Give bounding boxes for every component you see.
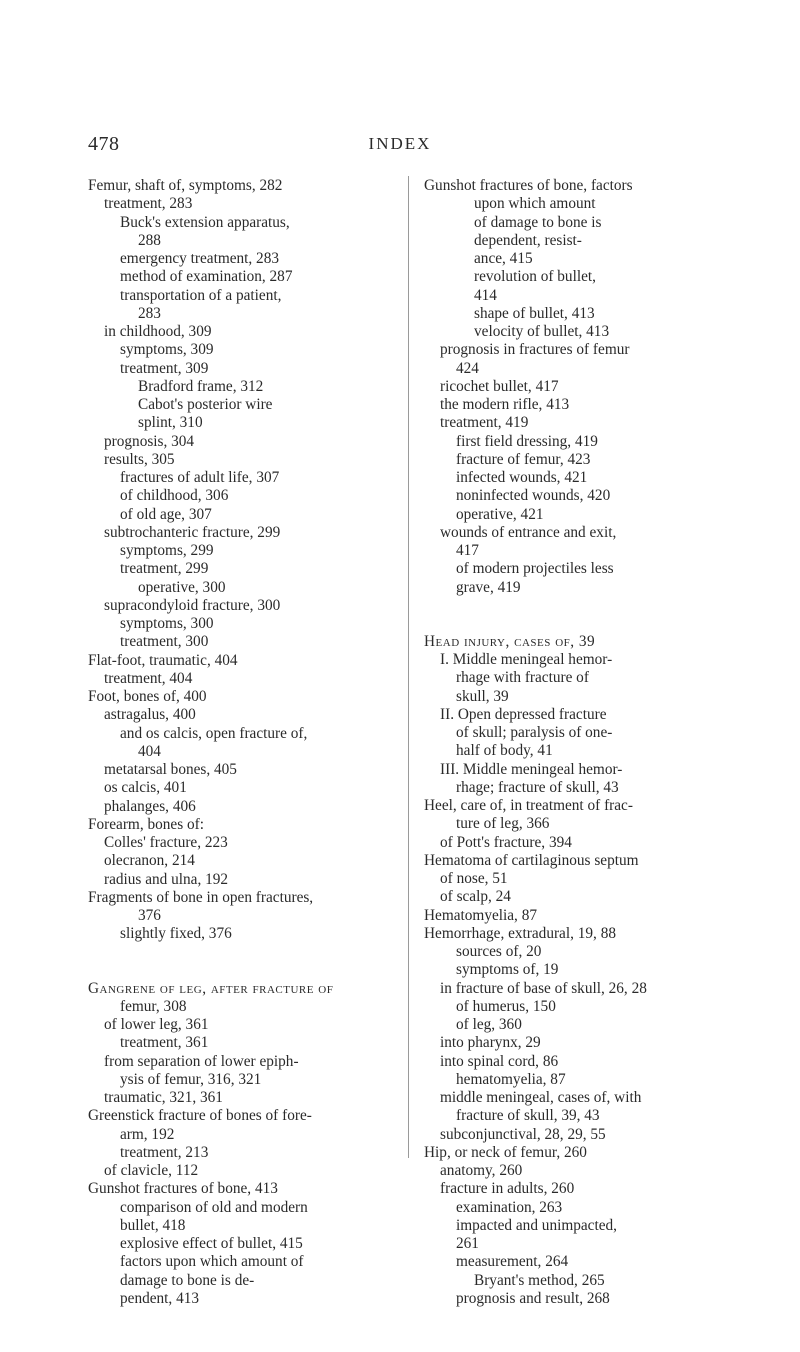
index-subentry: of childhood, 306 [120,487,229,505]
index-entry: Gunshot fractures of bone, factors [424,177,633,194]
index-subentry: prognosis in fractures of femur [440,341,630,359]
index-subentry: sources of, 20 [456,943,542,960]
index-entry: Fragments of bone in open fractures, [88,888,314,906]
index-subentry: method of examination, 287 [120,268,293,286]
index-subentry: explosive effect of bullet, 415 [120,1235,303,1252]
index-subentry: slightly fixed, 376 [120,925,232,943]
index-subentry: of leg, 360 [456,1016,522,1033]
index-entry: Greenstick fracture of bones of fore- [88,1107,312,1125]
index-subentry: revolution of bullet, [474,268,596,286]
index-subentry: treatment, 419 [440,414,529,432]
index-subentry: olecranon, 214 [104,852,195,870]
index-subentry: impacted and unimpacted, [456,1216,617,1234]
index-subentry: treatment, 404 [104,669,193,687]
index-subentry: 261 [456,1235,479,1252]
index-subentry: fracture of skull, 39, 43 [456,1107,600,1125]
index-subentry: measurement, 264 [456,1253,569,1271]
index-subentry: anatomy, 260 [440,1162,523,1179]
index-subentry: operative, 421 [456,505,544,523]
page-title: INDEX [368,134,432,153]
index-subentry: of old age, 307 [120,505,212,523]
index-subentry: infected wounds, 421 [456,469,588,486]
index-subentry: treatment, 300 [120,633,209,651]
index-subentry: bullet, 418 [120,1216,186,1234]
index-subentry: ricochet bullet, 417 [440,377,559,395]
index-subentry: of skull; paralysis of one- [456,724,613,741]
section-gap [424,597,720,633]
index-subentry: into spinal cord, 86 [440,1052,559,1070]
index-subentry: of clavicle, 112 [104,1162,199,1179]
index-subentry: comparison of old and modern [120,1198,308,1216]
index-subentry: the modern rifle, 413 [440,396,570,413]
index-entry: Hip, or neck of femur, 260 [424,1143,587,1161]
index-subentry: subtrochanteric fracture, 299 [104,523,281,541]
index-subentry: symptoms, 300 [120,615,214,632]
index-subentry: transportation of a patient, [120,286,282,304]
index-subentry: 288 [138,231,161,249]
index-subentry: II. Open depressed fracture [440,705,607,723]
index-entry: Hematoma of cartilaginous septum [424,851,639,869]
index-subentry: of modern projectiles less [456,560,614,578]
index-subentry: and os calcis, open fracture of, [120,724,308,742]
index-subentry: fracture in adults, 260 [440,1180,575,1198]
index-subentry: Cabot's posterior wire [138,396,273,413]
index-entry: Hematomyelia, 87 [424,906,537,924]
index-subentry: half of body, 41 [456,742,553,760]
index-subentry: rhage; fracture of skull, 43 [456,778,619,796]
index-subentry: Colles' fracture, 223 [104,834,228,851]
index-subentry: prognosis and result, 268 [456,1289,610,1307]
index-subentry: of lower leg, 361 [104,1016,209,1033]
index-subentry: symptoms, 299 [120,542,214,559]
index-subentry: treatment, 299 [120,560,209,578]
index-subentry: ance, 415 [474,250,533,267]
index-subentry: 417 [456,542,479,559]
index-subentry: subconjunctival, 28, 29, 55 [440,1125,606,1143]
index-subentry: supracondyloid fracture, 300 [104,596,281,614]
index-subentry: of nose, 51 [440,870,508,887]
index-subentry: treatment, 283 [104,195,193,213]
index-subentry: prognosis, 304 [104,432,195,450]
index-subentry: upon which amount [474,195,596,213]
index-subentry: 424 [456,359,479,377]
index-subentry: treatment, 309 [120,359,209,377]
index-subentry: traumatic, 321, 361 [104,1089,223,1106]
index-subentry: in childhood, 309 [104,323,212,340]
index-subentry: treatment, 361 [120,1034,209,1052]
index-subentry: damage to bone is de- [120,1271,255,1289]
index-entry: Gunshot fractures of bone, 413 [88,1180,278,1198]
index-subentry: III. Middle meningeal hemor- [440,760,623,778]
index-subentry: symptoms of, 19 [456,961,559,979]
index-subentry: Bradford frame, 312 [138,377,264,395]
index-subentry: middle meningeal, cases of, with [440,1089,642,1106]
index-entry: Gangrene of leg, after fracture of [88,979,334,997]
index-subentry: 283 [138,304,161,322]
index-entry: Femur, shaft of, symptoms, 282 [88,177,283,194]
index-subentry: 404 [138,742,161,760]
index-entry: Forearm, bones of: [88,815,204,833]
index-column-right [424,177,720,1308]
index-column-left [88,177,398,1308]
index-subentry: radius and ulna, 192 [104,870,229,888]
index-subentry: metatarsal bones, 405 [104,761,237,778]
index-subentry: skull, 39 [456,687,509,705]
index-entry: Hemorrhage, extradural, 19, 88 [424,924,616,942]
index-subentry: phalanges, 406 [104,797,196,815]
index-subentry: grave, 419 [456,578,521,596]
column-divider [408,176,409,1158]
index-subentry: from separation of lower epiph- [104,1052,299,1070]
index-subentry: wounds of entrance and exit, [440,523,617,541]
index-subentry: os calcis, 401 [104,779,187,797]
index-subentry: of damage to bone is [474,213,602,231]
index-subentry: noninfected wounds, 420 [456,487,611,505]
index-subentry: ture of leg, 366 [456,815,550,833]
index-subentry: treatment, 213 [120,1143,209,1161]
index-subentry: Buck's extension apparatus, [120,213,290,231]
index-subentry: fractures of adult life, 307 [120,469,280,486]
index-subentry: first field dressing, 419 [456,432,598,450]
index-subentry: factors upon which amount of [120,1253,304,1271]
index-subentry: of Pott's fracture, 394 [440,833,572,851]
index-subentry: femur, 308 [120,997,187,1015]
index-subentry: of scalp, 24 [440,888,511,906]
index-subentry: 414 [474,286,497,304]
index-subentry: fracture of femur, 423 [456,450,591,468]
index-entry: Flat-foot, traumatic, 404 [88,651,238,669]
index-subentry: hematomyelia, 87 [456,1070,566,1088]
index-subentry: 376 [138,907,161,924]
index-subentry: Bryant's method, 265 [474,1271,605,1289]
index-subentry: of humerus, 150 [456,997,556,1015]
index-subentry: examination, 263 [456,1198,563,1216]
index-subentry: results, 305 [104,450,175,468]
section-gap [88,944,398,980]
index-subentry: arm, 192 [120,1125,175,1143]
index-entry: Heel, care of, in treatment of frac- [424,797,633,814]
index-subentry: in fracture of base of skull, 26, 28 [440,979,647,997]
index-subentry: shape of bullet, 413 [474,304,595,322]
index-entry: Foot, bones of, 400 [88,688,207,705]
index-subentry: into pharynx, 29 [440,1034,541,1052]
index-subentry: splint, 310 [138,414,203,432]
index-subentry: pendent, 413 [120,1289,200,1307]
index-subentry: velocity of bullet, 413 [474,323,610,340]
index-entry: Head injury, cases of, 39 [424,632,596,650]
index-subentry: rhage with fracture of [456,669,589,687]
index-subentry: symptoms, 309 [120,341,214,359]
page-number: 478 [88,133,120,155]
index-subentry: ysis of femur, 316, 321 [120,1070,262,1088]
index-subentry: dependent, resist- [474,231,582,249]
index-subentry: operative, 300 [138,578,226,596]
index-subentry: emergency treatment, 283 [120,250,279,267]
index-subentry: I. Middle meningeal hemor- [440,651,613,668]
index-subentry: astragalus, 400 [104,706,196,724]
